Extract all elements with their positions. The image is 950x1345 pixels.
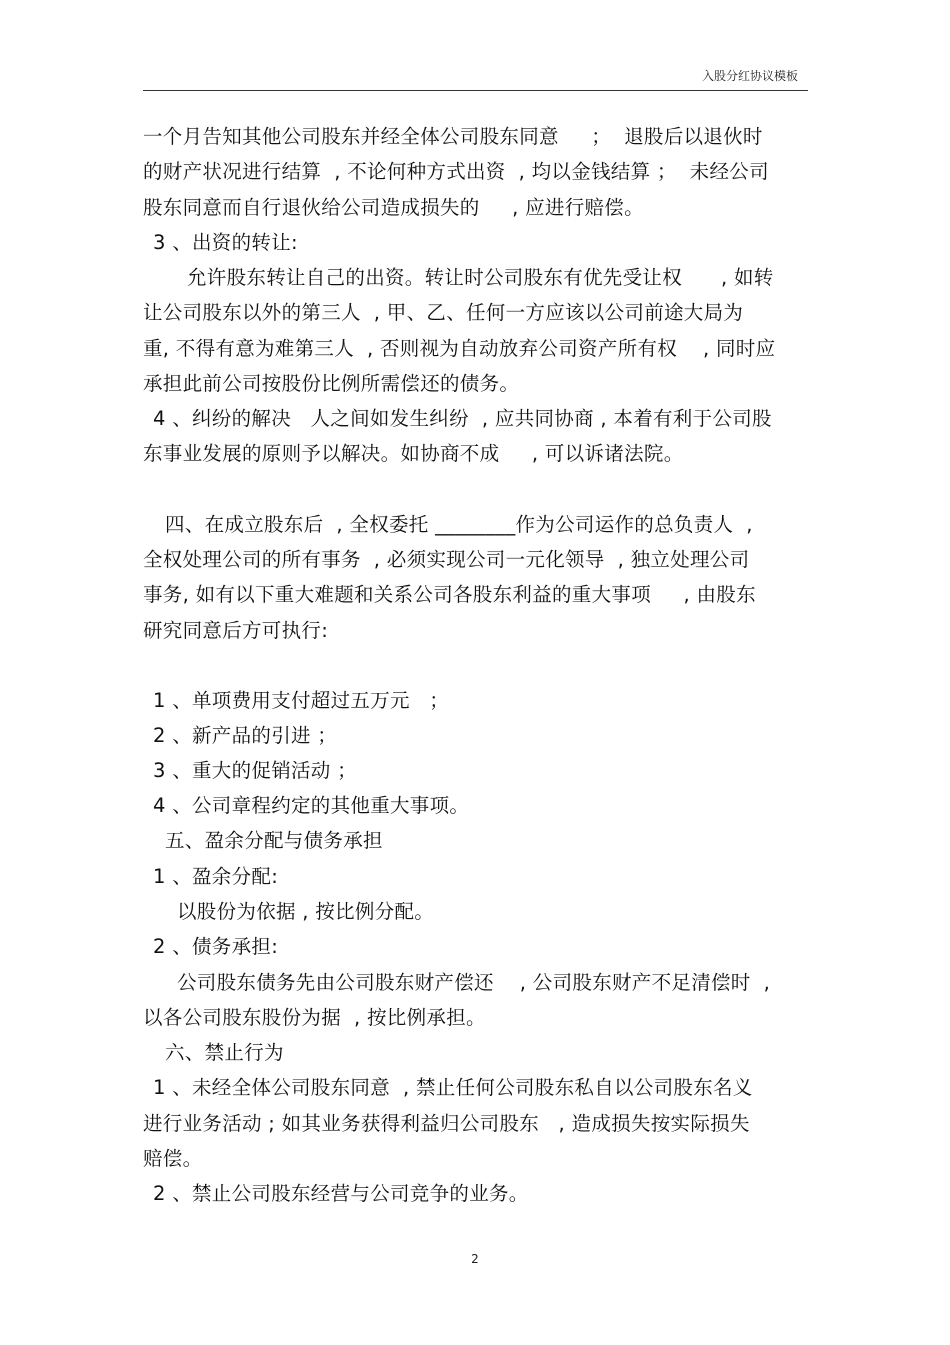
text-line: 赔偿。 [143, 1147, 203, 1170]
text-line: 以股份为依据 , 按比例分配。 [177, 900, 435, 923]
text-line: 一个月告知其他公司股东并经全体公司股东同意 ； 退股后以退伙时 [143, 125, 763, 148]
text-line: 承担此前公司按股份比例所需偿还的债务。 [143, 372, 520, 395]
section-heading: 六、禁止行为 [165, 1041, 284, 1064]
header-title: 入股分红协议模板 [701, 69, 798, 83]
header-divider [143, 90, 808, 91]
text-line: 全权处理公司的所有事务 , 必须实现公司一元化领导 , 独立处理公司 [143, 548, 750, 571]
text-line: 公司股东债务先由公司股东财产偿还 , 公司股东财产不足清偿时 , [177, 971, 771, 994]
list-item: 2 、新产品的引进 ； [153, 724, 338, 747]
text-line: 3 、出资的转让: [153, 231, 298, 254]
text-line: 1 、盈余分配: [153, 865, 279, 888]
text-line: 2 、债务承担: [153, 935, 279, 958]
text-line: 允许股东转让自己的出资。转让时公司股东有优先受让权 , 如转 [187, 266, 774, 289]
section-heading: 五、盈余分配与债务承担 [165, 829, 383, 852]
list-item: 3 、重大的促销活动 ； [153, 759, 357, 782]
text-line: 东事业发展的原则予以解决。如协商不成 , 可以诉诸法院。 [143, 442, 684, 465]
text-line: 进行业务活动 ; 如其业务获得利益归公司股东 , 造成损失按实际损失 [143, 1112, 750, 1135]
text-line: 的财产状况进行结算 , 不论何种方式出资 , 均以金钱结算 ； 未经公司 [143, 160, 769, 183]
text-line: 重, 不得有意为难第三人 , 否则视为自动放弃公司资产所有权 , 同时应 [143, 337, 776, 360]
text-line: 股东同意而自行退伙给公司造成损失的 , 应进行赔偿。 [143, 196, 644, 219]
list-item: 4 、公司章程约定的其他重大事项。 [153, 794, 470, 817]
text-line: 4 、纠纷的解决 人之间如发生纠纷 , 应共同协商 , 本着有利于公司股 [153, 407, 772, 430]
text-line: 以各公司股东股份为据 , 按比例承担。 [143, 1006, 486, 1029]
text-line: 事务, 如有以下重大难题和关系公司各股东利益的重大事项 , 由股东 [143, 583, 756, 606]
text-line: 2 、禁止公司股东经营与公司竞争的业务。 [153, 1182, 529, 1205]
text-line: 研究同意后方可执行: [143, 619, 329, 642]
text-line: 让公司股东以外的第三人 , 甲、乙、任何一方应该以公司前途大局为 [143, 301, 744, 324]
list-item: 1 、单项费用支付超过五万元 ； [153, 689, 450, 712]
text-line: 四、在成立股东后 , 全权委托 ________作为公司运作的总负责人 , [165, 513, 753, 536]
page-number: 2 [471, 1252, 479, 1266]
text-line: 1 、未经全体公司股东同意 , 禁止任何公司股东私自以公司股东名义 [153, 1076, 753, 1099]
